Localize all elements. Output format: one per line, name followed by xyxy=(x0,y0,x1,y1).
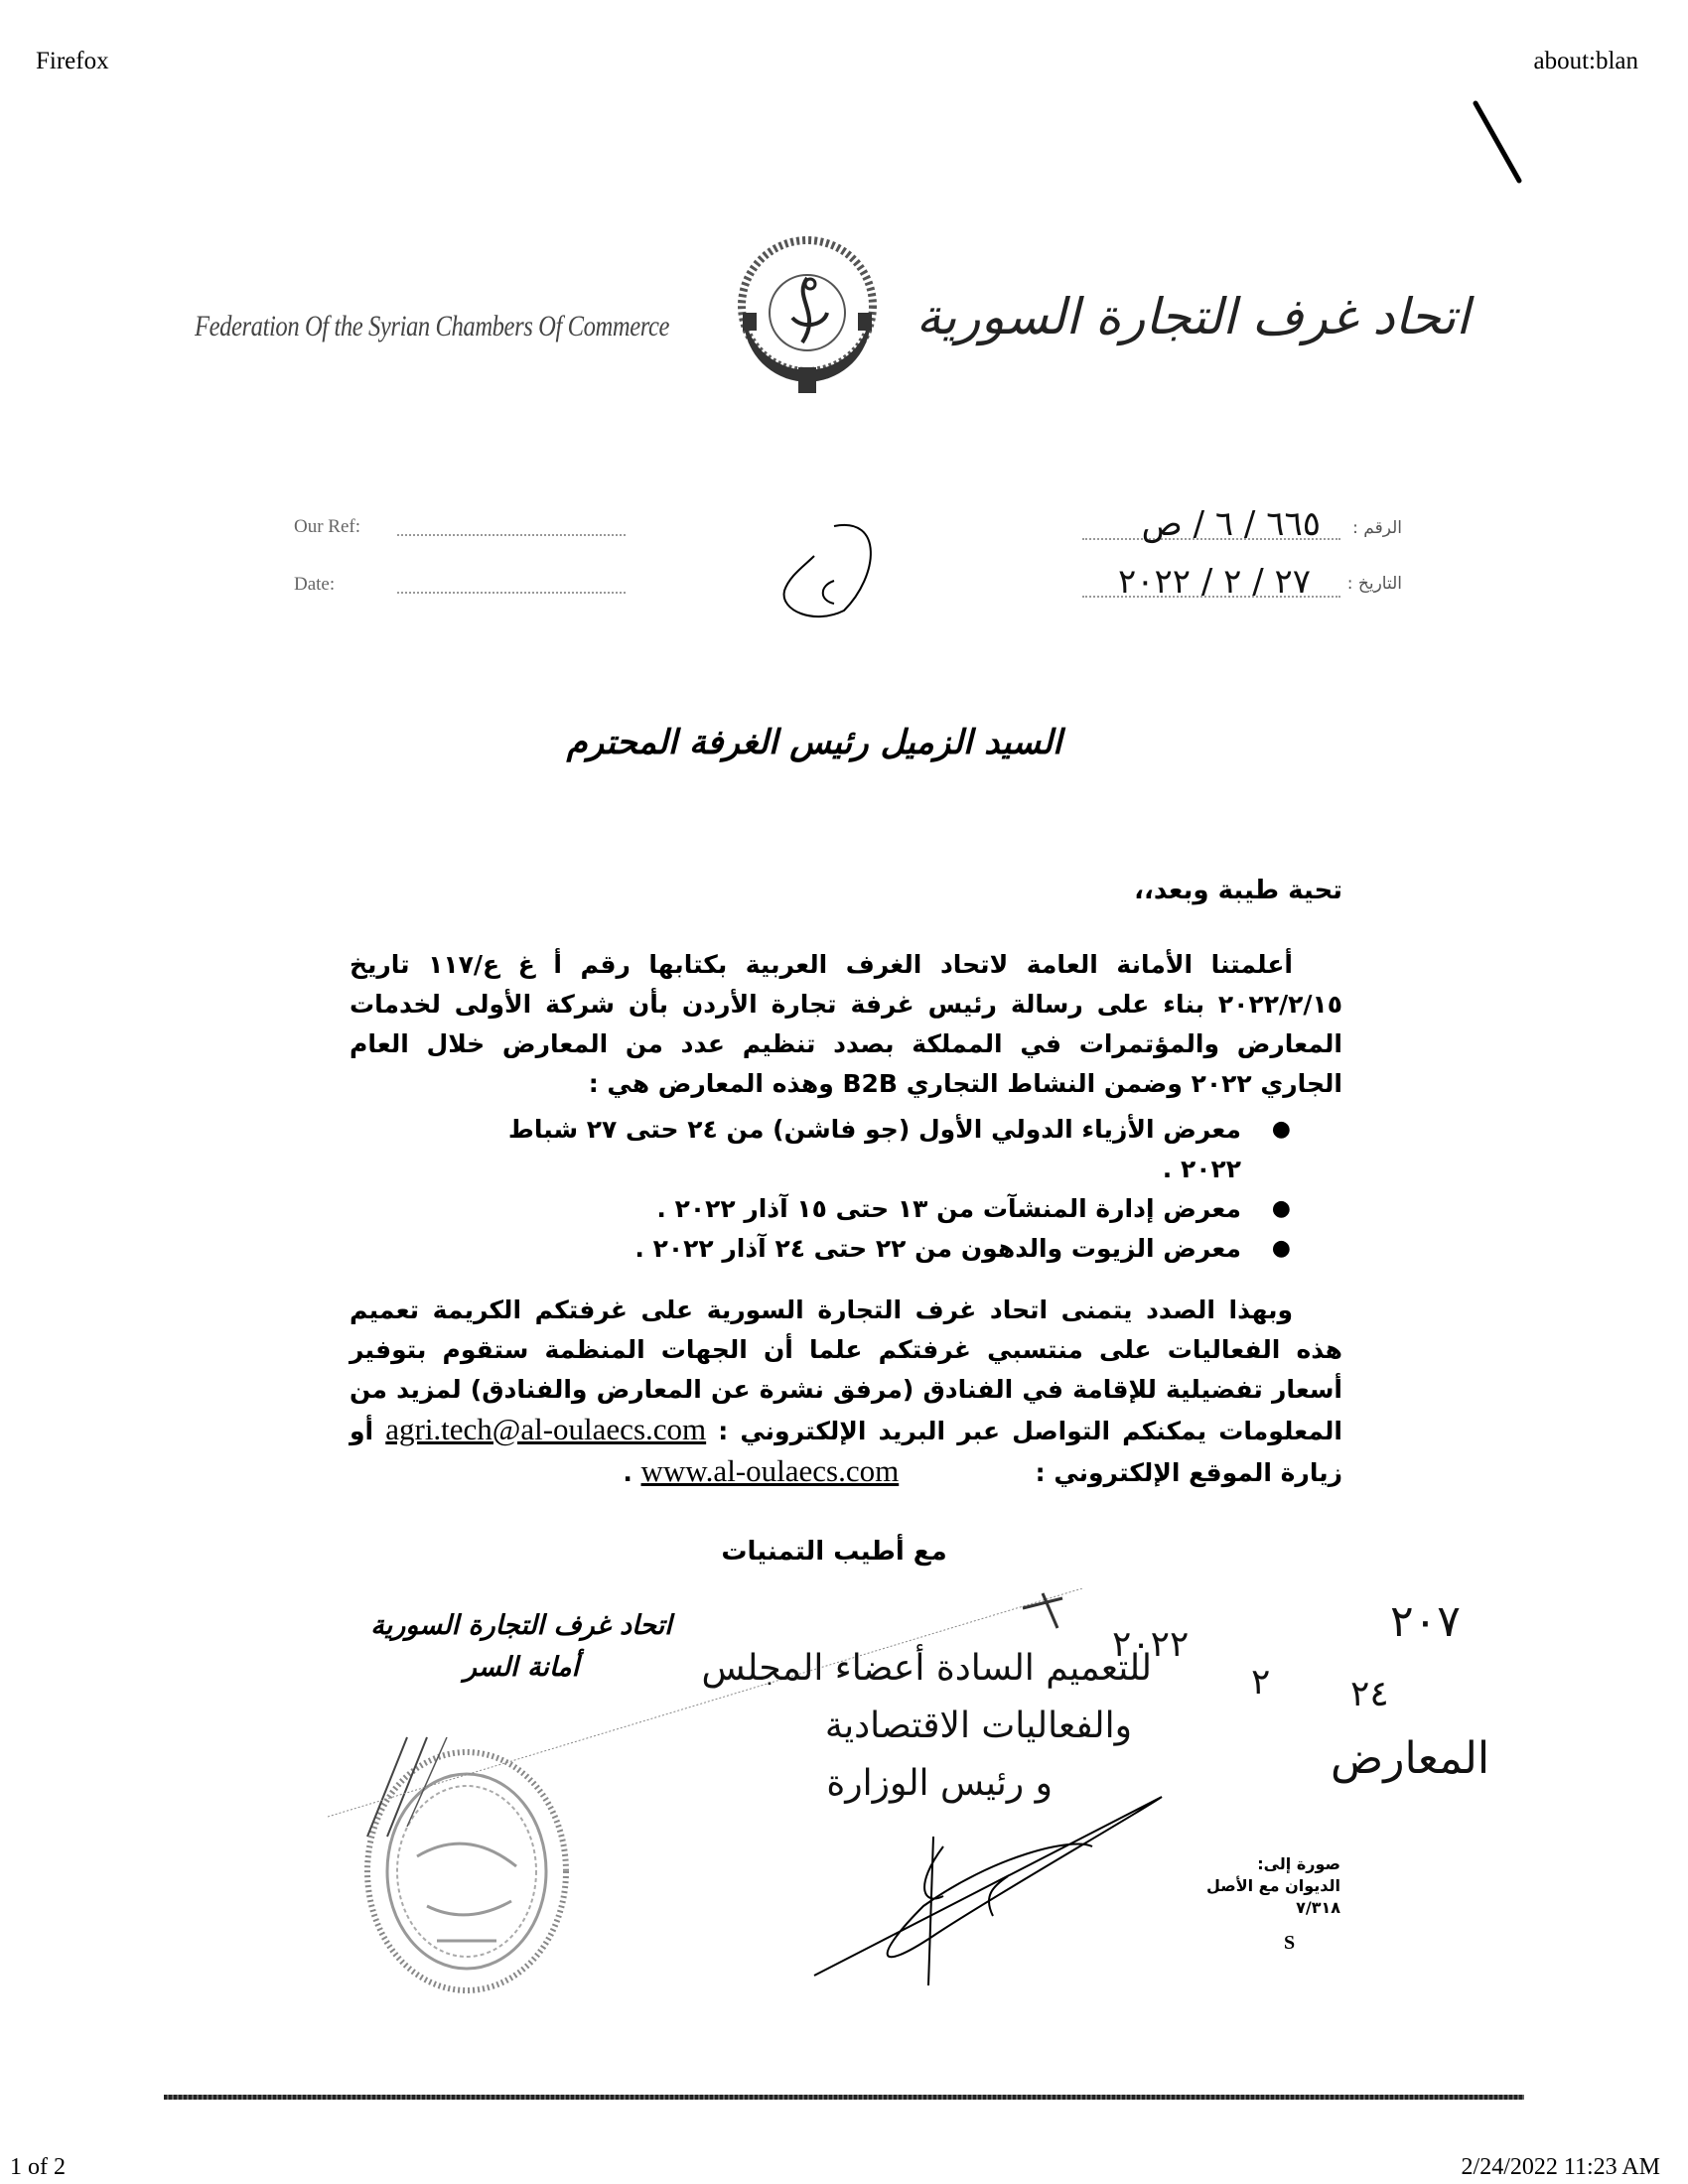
paragraph-1: أعلمتنا الأمانة العامة لاتحاد الغرف العربية بكتابها رقم أ غ ع/١١٧ تاريخ ٢٠٢٢/٢/١٥ بناء على رسالة رئيس غرفة تجارة الأردن بأن شركة الأولى لخدمات المعارض والمؤتمرات في المملكة بصدد تنظيم عدد من المعارض خلال العام الجاري ٢٠٢٢ وضمن النشاط التجاري B2B وهذه المعارض هي : xyxy=(350,950,1342,1098)
handwritten-note-line-3: و رئيس الوزارة xyxy=(826,1763,1053,1804)
bullet-icon: ● xyxy=(1271,1236,1291,1261)
pen-stroke-mark xyxy=(1470,99,1549,189)
letterhead-arabic-name: اتحاد غرف التجارة السورية xyxy=(915,288,1470,345)
number-label-ar: الرقم : xyxy=(1352,518,1402,538)
handwritten-signature xyxy=(794,1777,1172,2005)
print-timestamp: 2/24/2022 11:23 AM xyxy=(1461,2154,1660,2180)
event-item xyxy=(477,1189,1291,1229)
paragraph-2-text: وبهذا الصدد يتمنى اتحاد غرف التجارة السورية على غرفتكم الكريمة تعميم هذه الفعاليات على منتسبي غرفتكم علما أن الجهات المنظمة ستقوم بتوفير أسعار تفضيلية للإقامة في الفنادق (مرفق نشرة عن المعارض والفنادق) لمزيد من المعلومات يمكنكم التواصل عبر البريد الإلكتروني : xyxy=(350,1296,1342,1445)
browser-app-name: Firefox xyxy=(36,48,109,74)
page-count: 1 of 2 xyxy=(10,2154,66,2180)
browser-url: about:blan xyxy=(1533,48,1638,74)
paragraph-2: وبهذا الصدد يتمنى اتحاد غرف التجارة السورية على غرفتكم الكريمة تعميم هذه الفعاليات على منتسبي غرفتكم علما أن الجهات المنظمة ستقوم بتوفير أسعار تفضيلية للإقامة في الفنادق (مرفق نشرة عن المعارض والفنادق) لمزيد من المعلومات يمكنكم التواصل عبر البريد الإلكتروني : agri.tech@al-oulaecs.com أو زيارة الموقع الإلكتروني : www.al-oulaecs.com . xyxy=(350,1296,1342,1488)
letterhead-english-name: Federation Of the Syrian Chambers Of Commerce xyxy=(195,310,670,342)
chamber-emblem-icon xyxy=(733,218,882,402)
copy-to-code: ٧/٣١٨ xyxy=(1296,1898,1340,1917)
event-dates: من ٢٤ حتى ٢٧ شباط ٢٠٢٢ . xyxy=(507,1115,1241,1183)
event-name: معرض الزيوت والدهون xyxy=(960,1234,1241,1263)
date-label: Date: xyxy=(294,574,336,595)
handwritten-day: ٢٤ xyxy=(1350,1674,1389,1714)
event-item xyxy=(477,1110,1291,1189)
event-dates: من ١٣ حتى ١٥ آذار ٢٠٢٢ . xyxy=(656,1194,975,1223)
copy-to-label: صورة إلى: xyxy=(1257,1854,1340,1873)
or-visit-text: أو زيارة الموقع الإلكتروني : xyxy=(350,1417,1342,1487)
salutation: السيد الزميل رئيس الغرفة المحترم xyxy=(566,723,1062,762)
copy-to-initial: S xyxy=(1284,1932,1296,1954)
copy-to-line: الديوان مع الأصل xyxy=(1205,1876,1340,1895)
signature-org: اتحاد غرف التجارة السورية xyxy=(370,1610,672,1641)
reference-date: ٢٧ / ٢ / ٢٠٢٢ xyxy=(1118,562,1311,602)
website-link[interactable]: www.al-oulaecs.com xyxy=(640,1453,900,1488)
email-link[interactable]: agri.tech@al-oulaecs.com xyxy=(385,1412,707,1446)
reference-number: ٦٦٥ / ٦ / ص xyxy=(1141,504,1321,544)
handwritten-note-line-1: للتعميم السادة أعضاء المجلس xyxy=(701,1648,1152,1689)
closing: مع أطيب التمنيات xyxy=(721,1537,947,1567)
event-dates: من ٢٢ حتى ٢٤ آذار ٢٠٢٢ . xyxy=(634,1234,953,1263)
handwritten-word: المعارض xyxy=(1331,1733,1490,1784)
event-name: معرض إدارة المنشآت xyxy=(982,1194,1241,1223)
footer-divider xyxy=(164,2095,1524,2100)
handwritten-year: ٢٠٢٢ xyxy=(1112,1624,1190,1665)
bullet-icon: ● xyxy=(1271,1117,1291,1142)
handwritten-month: ٢ xyxy=(1251,1662,1271,1703)
handwritten-note-line-2: والفعاليات الاقتصادية xyxy=(824,1706,1132,1746)
event-name: معرض الأزياء الدولي الأول (جو فاشن) xyxy=(773,1115,1241,1144)
event-item xyxy=(477,1229,1291,1269)
greeting: تحية طيبة وبعد،، xyxy=(1134,876,1342,905)
circled-handwritten-mark-icon xyxy=(774,516,894,625)
bullet-icon: ● xyxy=(1271,1196,1291,1221)
handwritten-ref-number: ٢٠٧ xyxy=(1390,1596,1461,1647)
our-ref-line xyxy=(397,534,626,536)
date-line xyxy=(397,592,626,594)
our-ref-label: Our Ref: xyxy=(294,516,361,537)
events-list xyxy=(477,1110,1291,1269)
signature-title: أمانة السر xyxy=(463,1652,580,1683)
date-label-ar: التاريخ : xyxy=(1346,574,1402,594)
